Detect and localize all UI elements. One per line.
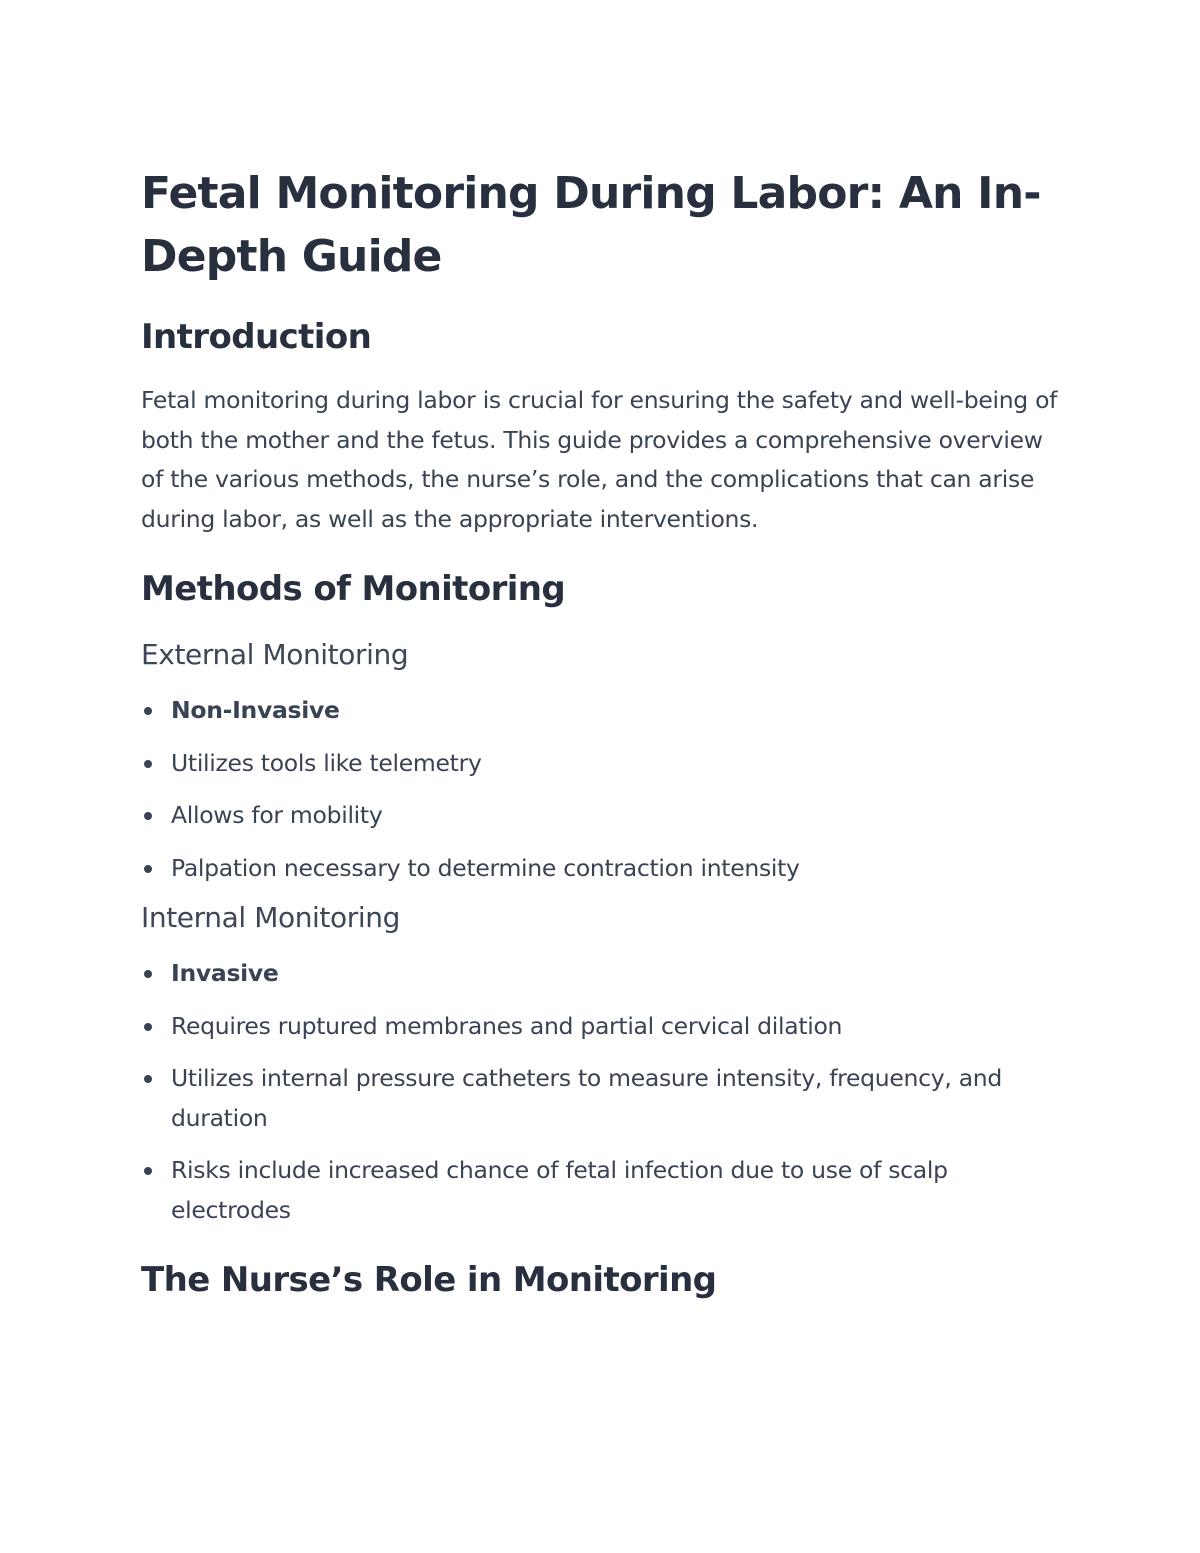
introduction-heading: Introduction xyxy=(141,317,372,357)
page-title: Fetal Monitoring During Labor: An In-Depth Guide xyxy=(141,168,1041,282)
list-item: Palpation necessary to determine contraction intensity xyxy=(141,849,1061,889)
external-monitoring-list xyxy=(141,691,1061,888)
list-item: Allows for mobility xyxy=(141,796,1061,836)
list-item: Requires ruptured membranes and partial cervical dilation xyxy=(141,1007,1061,1047)
methods-heading: Methods of Monitoring xyxy=(141,569,566,609)
introduction-paragraph: Fetal monitoring during labor is crucial for ensuring the safety and well-being of both the mother and the fetus. This guide provides a comprehensive overview of the various methods, the nurse’s role, and the complications that can arise during labor, as well as the appropriate interventions. xyxy=(141,386,1058,533)
list-item: Non-Invasive xyxy=(141,691,1061,731)
document-page xyxy=(141,162,1061,1302)
list-item: Utilizes tools like telemetry xyxy=(141,744,1061,784)
list-item: Invasive xyxy=(141,954,1061,994)
nurse-role-heading: The Nurse’s Role in Monitoring xyxy=(141,1260,717,1300)
external-monitoring-heading: External Monitoring xyxy=(141,638,409,671)
internal-monitoring-heading: Internal Monitoring xyxy=(141,901,400,934)
list-item: Risks include increased chance of fetal infection due to use of scalp electrodes xyxy=(141,1151,1061,1230)
internal-monitoring-list xyxy=(141,954,1061,1230)
list-item: Utilizes internal pressure catheters to measure intensity, frequency, and duration xyxy=(141,1059,1061,1138)
